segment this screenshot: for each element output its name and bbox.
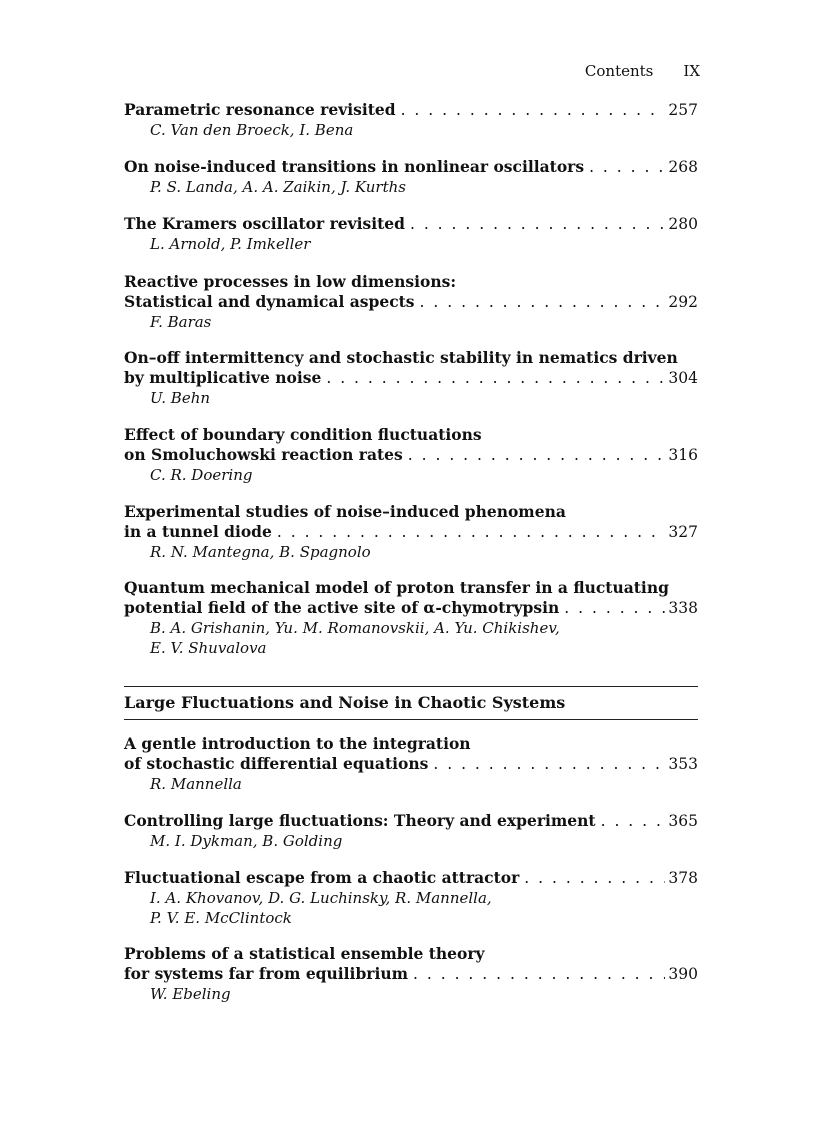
toc-entry [124, 272, 698, 332]
entry-title-last-line [124, 868, 698, 888]
entry-authors: P. V. E. McClintock [150, 909, 292, 927]
entry-authors: F. Baras [150, 313, 212, 331]
entry-title-text: Controlling large fluctuations: Theory and experiment [124, 811, 596, 830]
entry-title-text: The Kramers oscillator revisited [124, 214, 405, 233]
entry-title-text: On noise-induced transitions in nonlinear oscillators [124, 157, 585, 176]
entry-authors: E. V. Shuvalova [150, 639, 267, 657]
toc-entry [124, 502, 698, 562]
section-heading [124, 686, 698, 720]
entry-title-text: Fluctuational escape from a chaotic attractor [124, 868, 520, 887]
entry-authors: C. R. Doering [150, 466, 253, 484]
entry-title-line: Experimental studies of noise–induced phenomena [124, 502, 566, 521]
entry-title-text: of stochastic differential equations [124, 754, 429, 773]
toc-entry [124, 348, 698, 408]
entry-title-last-line [124, 598, 698, 618]
entry-title-line: Effect of boundary condition fluctuations [124, 425, 482, 444]
entry-title-line: A gentle introduction to the integration [124, 734, 471, 753]
dot-leader [326, 368, 665, 388]
toc-entry [124, 578, 698, 658]
toc-entry [124, 944, 698, 1004]
entry-authors: R. N. Mantegna, B. Spagnolo [150, 543, 371, 561]
section-heading-title: Large Fluctuations and Noise in Chaotic Systems [124, 693, 566, 712]
entry-page-number: 268 [668, 158, 698, 176]
entry-title-text: for systems far from equilibrium [124, 964, 409, 983]
dot-leader [589, 157, 665, 177]
entry-title-line: Reactive processes in low dimensions: [124, 272, 457, 291]
dot-leader [420, 292, 666, 312]
entry-authors: I. A. Khovanov, D. G. Luchinsky, R. Mannella, [150, 889, 492, 907]
entry-title-line: Problems of a statistical ensemble theory [124, 944, 485, 963]
entry-title-last-line [124, 445, 698, 465]
entry-authors: U. Behn [150, 389, 211, 407]
entry-title-last-line [124, 754, 698, 774]
dot-leader [401, 100, 666, 120]
running-head-page-number: IX [683, 62, 700, 80]
entry-authors: W. Ebeling [150, 985, 231, 1003]
entry-title-line: Quantum mechanical model of proton transfer in a fluctuating [124, 578, 669, 597]
entry-authors: B. A. Grishanin, Yu. M. Romanovskii, A. Yu. Chikishev, [150, 619, 560, 637]
entry-title-text: potential field of the active site of α-chymotrypsin [124, 598, 560, 617]
entry-page-number: 378 [668, 869, 698, 887]
dot-leader [564, 598, 665, 618]
entry-title-last-line [124, 811, 698, 831]
running-head [585, 62, 700, 80]
entry-authors: L. Arnold, P. Imkeller [150, 235, 311, 253]
dot-leader [601, 811, 666, 831]
toc-entry [124, 811, 698, 851]
entry-page-number: 353 [668, 755, 698, 773]
toc-entry [124, 425, 698, 485]
entry-page-number: 257 [668, 101, 698, 119]
entry-authors: C. Van den Broeck, I. Bena [150, 121, 354, 139]
entry-title-text: on Smoluchowski reaction rates [124, 445, 403, 464]
dot-leader [413, 964, 665, 984]
dot-leader [433, 754, 665, 774]
entry-title-line: On–off intermittency and stochastic stability in nematics driven [124, 348, 678, 367]
entry-page-number: 365 [668, 812, 698, 830]
entry-title-last-line [124, 292, 698, 312]
entry-title-text: by multiplicative noise [124, 368, 322, 387]
entry-authors: R. Mannella [150, 775, 242, 793]
entry-authors: M. I. Dykman, B. Golding [150, 832, 343, 850]
entry-page-number: 292 [668, 293, 698, 311]
entry-title-text: in a tunnel diode [124, 522, 272, 541]
entry-page-number: 327 [668, 523, 698, 541]
entry-page-number: 280 [668, 215, 698, 233]
entry-title-last-line [124, 964, 698, 984]
toc-entry [124, 868, 698, 928]
toc-entry [124, 214, 698, 254]
entry-page-number: 304 [668, 369, 698, 387]
entry-page-number: 390 [668, 965, 698, 983]
entry-title-last-line [124, 157, 698, 177]
entry-title-last-line [124, 368, 698, 388]
entry-title-text: Parametric resonance revisited [124, 100, 396, 119]
entry-page-number: 316 [668, 446, 698, 464]
entry-title-text: Statistical and dynamical aspects [124, 292, 415, 311]
running-head-section: Contents [584, 62, 654, 80]
dot-leader [408, 445, 666, 465]
toc-entry [124, 100, 698, 140]
dot-leader [524, 868, 665, 888]
entry-title-last-line [124, 522, 698, 542]
dot-leader [277, 522, 666, 542]
toc-entry [124, 157, 698, 197]
entry-page-number: 338 [668, 599, 698, 617]
entry-title-last-line [124, 214, 698, 234]
entry-title-last-line [124, 100, 698, 120]
toc-entry [124, 734, 698, 794]
dot-leader [410, 214, 665, 234]
entry-authors: P. S. Landa, A. A. Zaikin, J. Kurths [150, 178, 406, 196]
